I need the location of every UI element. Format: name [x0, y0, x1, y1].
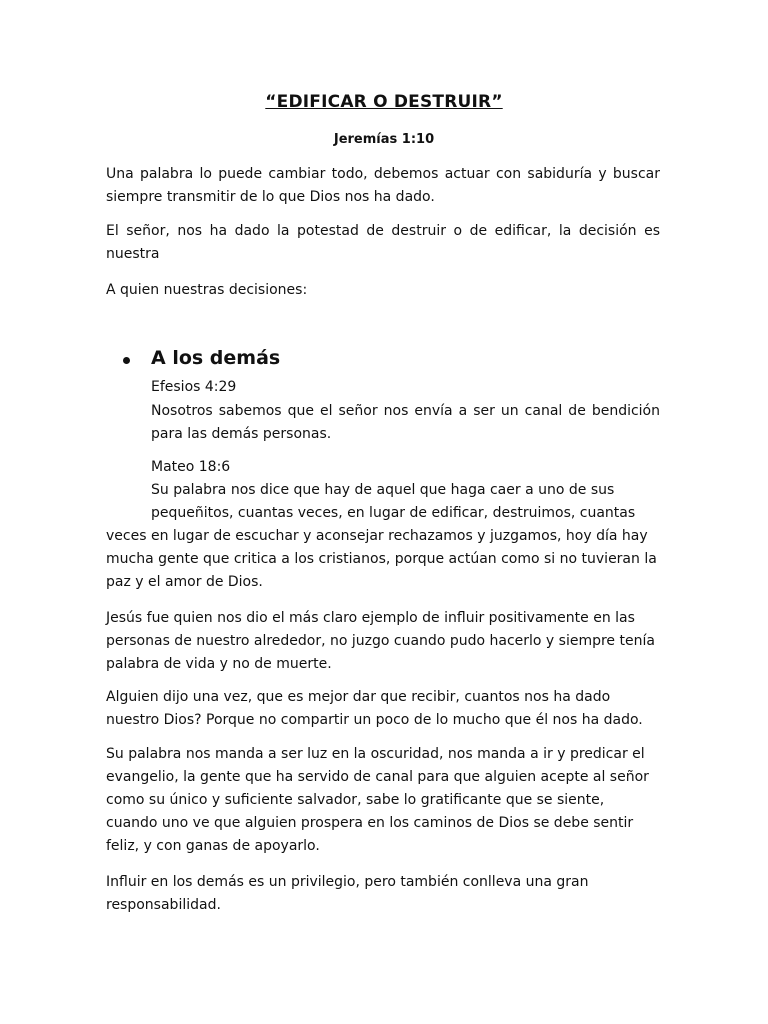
- body-paragraph-4: Influir en los demás es un privilegio, pero también conlleva una gran responsabilidad.: [106, 874, 589, 913]
- verse-reference-2: Mateo 18:6: [151, 459, 231, 475]
- verse-reference-1: Efesios 4:29: [151, 379, 237, 395]
- bullet-icon: [123, 357, 130, 364]
- body-paragraph-3: Su palabra nos manda a ser luz en la oscuridad, nos manda a ir y predicar el evangelio, la gente que ha servido de canal para que alguien acepte al señor como su único y suficiente salvador, sabe lo gratificante que se siente, cuando uno ve que alguien prospera en los caminos de Dios se debe sentir feliz, y con ganas de apoyarlo.: [106, 746, 649, 854]
- verse-explanation-2: [106, 479, 660, 594]
- verse-explanation-1: Nosotros sabemos que el señor nos envía a ser un canal de bendición para las demás personas.: [151, 403, 660, 442]
- verse-explanation-2-text: Su palabra nos dice que hay de aquel que haga caer a uno de sus pequeñitos, cuantas veces, en lugar de edificar, destruimos, cuantas veces en lugar de escuchar y aconsejar rechazamos y juzgamos, hoy día hay mucha gente que critica a los cristianos, porque actúan como si no tuvieran la paz y el amor de Dios.: [106, 482, 657, 590]
- intro-paragraph-1: Una palabra lo puede cambiar todo, debemos actuar con sabiduría y buscar siempre transmitir de lo que Dios nos ha dado.: [106, 166, 660, 205]
- section-heading: A los demás: [151, 347, 281, 369]
- scripture-reference: Jeremías 1:10: [333, 132, 435, 147]
- intro-paragraph-3: A quien nuestras decisiones:: [106, 282, 308, 298]
- body-paragraph-2: Alguien dijo una vez, que es mejor dar que recibir, cuantos nos ha dado nuestro Dios? Porque no compartir un poco de lo mucho que él nos ha dado.: [106, 689, 643, 728]
- body-paragraph-1: Jesús fue quien nos dio el más claro ejemplo de influir positivamente en las personas de nuestro alrededor, no juzgo cuando pudo hacerlo y siempre tenía palabra de vida y no de muerte.: [106, 610, 655, 672]
- intro-paragraph-2: El señor, nos ha dado la potestad de destruir o de edificar, la decisión es nuestra: [106, 223, 660, 262]
- document-title: “EDIFICAR O DESTRUIR”: [265, 92, 503, 112]
- indent-spacer: [106, 479, 151, 525]
